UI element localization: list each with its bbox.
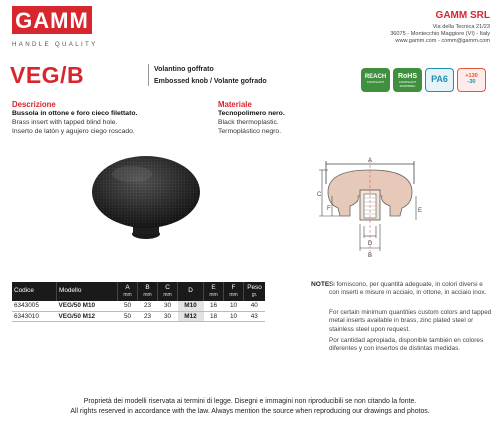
reach-label: REACH <box>364 74 387 80</box>
cell-model: VEG/50 M10 <box>57 301 118 311</box>
description-es: Inserto de latón y agujero ciego roscado. <box>12 128 135 135</box>
cell-weight: 40 <box>244 301 266 311</box>
cell-e: 16 <box>204 301 224 311</box>
reach-badge <box>361 68 390 92</box>
note-it: Si forniscono, per quantità adeguate, in colori diversi e con inserti e misure in acciaio, in ottone, in acciaio inox. <box>329 281 487 297</box>
specs-table <box>12 282 265 322</box>
dim-e: E <box>418 208 423 214</box>
material-heading: Materiale <box>218 100 252 109</box>
pa6-label: PA6 <box>431 74 448 84</box>
gamm-logo <box>12 6 92 34</box>
col-header: E mm <box>204 282 224 301</box>
note-es: Por cantidad apropiada, disponible también en colores diferentes y con insertos de distintas medidas. <box>329 337 484 353</box>
company-name: GAMM SRL <box>435 10 490 21</box>
logo-text: GAMM <box>15 8 89 33</box>
table-row <box>12 311 265 322</box>
rohs-label: RoHS <box>397 73 418 80</box>
material-es: Termoplástico negro. <box>218 128 282 135</box>
cell-d: M10 <box>178 301 204 311</box>
cell-code: 6343005 <box>12 301 57 311</box>
temp-max: +130 <box>465 73 478 79</box>
notes-label: NOTE: <box>311 281 332 288</box>
material-en: Black thermoplastic. <box>218 119 279 126</box>
description-heading: Descrizione <box>12 100 56 109</box>
dim-a: A <box>367 158 373 164</box>
dim-f: F <box>327 206 331 212</box>
address-line-2: 36075 - Montecchio Maggiore (VI) - Italy <box>390 31 490 37</box>
col-header: F mm <box>224 282 244 301</box>
table-header-row <box>12 282 265 301</box>
cell-c: 30 <box>158 311 178 322</box>
cell-f: 10 <box>224 301 244 311</box>
dim-b: B <box>367 253 373 259</box>
cell-model: VEG/50 M12 <box>57 311 118 322</box>
temp-min: -30 <box>467 79 476 85</box>
col-header: Codice <box>12 282 57 301</box>
material-section <box>218 100 285 136</box>
dim-d: D <box>367 241 373 247</box>
address-line-1: Via della Tecnica 21/23 <box>432 24 490 30</box>
product-name-it: Volantino goffrato <box>154 66 214 73</box>
cell-b: 23 <box>138 311 158 322</box>
col-header: A mm <box>118 282 138 301</box>
col-header: D <box>178 282 204 301</box>
note-en: For certain minimum quantities custom colors and tapped metal inserts available in brass, zinc plated steel or stainless steel upon request. <box>329 309 492 333</box>
dim-c: C <box>317 192 322 198</box>
description-en: Brass insert with tapped blind hole. <box>12 119 118 126</box>
temperature-badge <box>457 68 486 92</box>
footer-it: Proprietà dei modelli riservata ai termini di legge. Disegni e immagini non riproducibili se non citando la fonte. <box>83 398 417 405</box>
address-line-3: www.gamm.com - comm@gamm.com <box>395 38 490 44</box>
col-header: Peso gr. <box>244 282 266 301</box>
description-section <box>12 100 137 136</box>
col-header: C mm <box>158 282 178 301</box>
col-header: Modello <box>57 282 118 301</box>
material-it: Tecnopolimero nero. <box>218 110 285 117</box>
footer-en: All rights reserved in accordance with the law. Always mention the source when reproducing our drawings and photos. <box>70 408 430 415</box>
cell-a: 50 <box>118 301 138 311</box>
description-it: Bussola in ottone e foro cieco filettato. <box>12 110 138 117</box>
cell-e: 18 <box>204 311 224 322</box>
brand-tagline: HANDLE QUALITY <box>12 41 98 48</box>
title-divider <box>148 64 149 86</box>
cell-c: 30 <box>158 301 178 311</box>
cell-d: M12 <box>178 311 204 322</box>
pa6-badge <box>425 68 454 92</box>
technical-drawing <box>302 156 432 260</box>
rohs-sub: COMPLIANT 2002/95/EC <box>398 80 417 88</box>
knob-photo <box>86 148 206 244</box>
cell-code: 6343010 <box>12 311 57 322</box>
cell-a: 50 <box>118 311 138 322</box>
col-header: B mm <box>138 282 158 301</box>
company-address <box>390 24 490 45</box>
product-name-en-es: Embossed knob / Volante gofrado <box>154 78 267 85</box>
product-code: VEG/B <box>10 62 85 88</box>
reach-sub: COMPLIANT <box>366 80 385 84</box>
cell-f: 10 <box>224 311 244 322</box>
rohs-badge <box>393 68 422 92</box>
cell-b: 23 <box>138 301 158 311</box>
cell-weight: 43 <box>244 311 266 322</box>
table-row <box>12 301 265 311</box>
